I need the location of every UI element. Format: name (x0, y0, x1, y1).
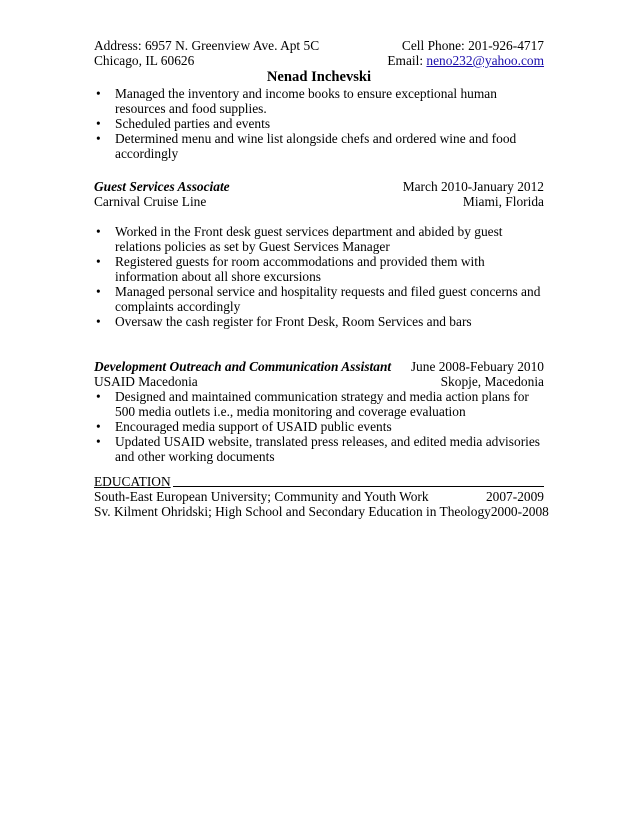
email-link[interactable]: neno232@yahoo.com (426, 53, 544, 68)
job-company-row (94, 374, 544, 389)
address: Address: 6957 N. Greenview Ave. Apt 5C (94, 38, 320, 53)
job-bullet-list (94, 224, 544, 329)
education-heading-row (94, 474, 544, 489)
job-company: Carnival Cruise Line (94, 194, 207, 209)
job-dates: March 2010-January 2012 (402, 179, 544, 194)
contact-row-2 (94, 53, 544, 68)
job-title: Guest Services Associate (94, 179, 230, 194)
list-item: • Determined menu and wine list alongside chefs and ordered wine and food accordingly (94, 131, 544, 161)
education-entry (94, 504, 549, 519)
city: Chicago, IL 60626 (94, 53, 195, 68)
list-item: • Designed and maintained communication strategy and media action plans for 500 media outlets i.e., media monitoring and coverage evaluation (94, 389, 544, 419)
list-item: • Registered guests for room accommodations and provided them with information about all shore excursions (94, 254, 544, 284)
job-header (94, 179, 544, 194)
email-line (387, 53, 544, 68)
job-company: USAID Macedonia (94, 374, 198, 389)
job-bullet-list (94, 389, 544, 464)
education-heading: EDUCATION (94, 474, 171, 489)
education-rule (173, 486, 544, 487)
education-years: 2007-2009 (485, 489, 544, 504)
resume-page (94, 38, 549, 519)
education-years: 2000-2008 (490, 504, 549, 519)
education-entry (94, 489, 544, 504)
list-item: • Scheduled parties and events (94, 116, 544, 131)
job-header (94, 359, 544, 374)
job-company-row (94, 194, 544, 209)
list-item: • Encouraged media support of USAID public events (94, 419, 544, 434)
list-item: • Updated USAID website, translated press releases, and edited media advisories and other working documents (94, 434, 544, 464)
email-label: Email: (387, 53, 427, 68)
education-text: South-East European University; Community and Youth Work (94, 489, 429, 504)
job-location: Miami, Florida (462, 194, 544, 209)
list-item: • Managed the inventory and income books to ensure exceptional human resources and food supplies. (94, 86, 544, 116)
job-title: Development Outreach and Communication Assistant (94, 359, 392, 374)
contact-row-1 (94, 38, 544, 53)
list-item: • Worked in the Front desk guest services department and abided by guest relations policies as set by Guest Services Manager (94, 224, 544, 254)
phone: Cell Phone: 201-926-4717 (401, 38, 544, 53)
candidate-name: Nenad Inchevski (266, 69, 372, 85)
intro-bullet-list (94, 86, 544, 161)
list-item: • Managed personal service and hospitality requests and filed guest concerns and complaints accordingly (94, 284, 544, 314)
job-location: Skopje, Macedonia (440, 374, 544, 389)
list-item: • Oversaw the cash register for Front Desk, Room Services and bars (94, 314, 544, 329)
job-dates: June 2008-Febuary 2010 (410, 359, 544, 374)
education-text: Sv. Kilment Ohridski; High School and Secondary Education in Theology (94, 504, 491, 519)
